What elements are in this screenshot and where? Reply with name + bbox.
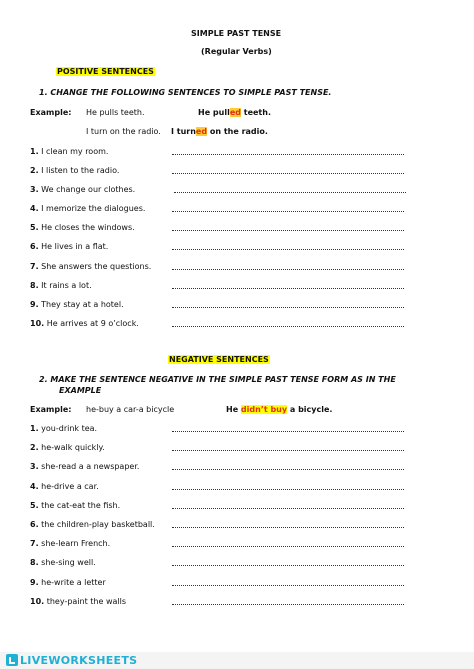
list-item — [30, 558, 96, 567]
list-item — [30, 482, 99, 491]
list-item — [30, 223, 135, 232]
item-text: He closes the windows. — [41, 223, 135, 232]
answer-line[interactable] — [172, 508, 404, 509]
answer-line[interactable] — [172, 469, 404, 470]
example1-answer-post: teeth. — [240, 108, 271, 117]
item-text: the children-play basketball. — [41, 520, 155, 529]
answer-line[interactable] — [172, 326, 404, 327]
list-item — [30, 242, 108, 251]
item-number: 10. — [30, 597, 45, 606]
item-text: he-walk quickly. — [41, 443, 105, 452]
answer-line[interactable] — [172, 154, 404, 155]
item-text: he-drive a car. — [41, 482, 99, 491]
answer-line[interactable] — [172, 230, 404, 231]
example2-answer — [171, 127, 268, 136]
section1-example-label: Example: — [30, 108, 72, 117]
answer-line[interactable] — [172, 604, 404, 605]
page-title: SIMPLE PAST TENSE — [191, 29, 282, 38]
answer-line[interactable] — [172, 489, 404, 490]
item-text: she-read a a newspaper. — [41, 462, 140, 471]
list-item — [30, 185, 135, 194]
item-text: the cat-eat the fish. — [41, 501, 121, 510]
section2-example-label: Example: — [30, 405, 72, 414]
item-text: I clean my room. — [41, 147, 109, 156]
item-number: 6. — [30, 242, 39, 251]
list-item — [30, 424, 97, 433]
answer-line[interactable] — [172, 307, 404, 308]
item-text: He arrives at 9 o’clock. — [46, 319, 139, 328]
item-text: We change our clothes. — [41, 185, 136, 194]
example1-answer-pre: He pull — [198, 108, 230, 117]
item-number: 4. — [30, 204, 39, 213]
list-item — [30, 597, 126, 606]
item-number: 9. — [30, 300, 39, 309]
item-number: 1. — [30, 424, 39, 433]
item-number: 9. — [30, 578, 39, 587]
list-item — [30, 462, 139, 471]
item-number: 8. — [30, 281, 39, 290]
example2-answer-ending: ed — [195, 127, 208, 136]
list-item — [30, 319, 139, 328]
list-item — [30, 443, 105, 452]
answer-line[interactable] — [172, 173, 404, 174]
checkmark-icon — [6, 654, 18, 666]
item-text: It rains a lot. — [41, 281, 92, 290]
brand-logo: LIVEWORKSHEETS — [20, 654, 138, 667]
answer-line[interactable] — [174, 192, 406, 193]
item-text: she-sing well. — [41, 558, 96, 567]
item-number: 2. — [30, 166, 39, 175]
item-text: I memorize the dialogues. — [41, 204, 146, 213]
section2-instruction-line2: EXAMPLE — [59, 386, 102, 395]
list-item — [30, 520, 155, 529]
example3-question: he-buy a car-a bicycle — [86, 405, 175, 414]
answer-line[interactable] — [172, 450, 404, 451]
item-text: he-write a letter — [41, 578, 106, 587]
item-number: 8. — [30, 558, 39, 567]
item-text: She answers the questions. — [41, 262, 152, 271]
list-item — [30, 578, 106, 587]
answer-line[interactable] — [172, 249, 404, 250]
list-item — [30, 300, 124, 309]
list-item — [30, 281, 92, 290]
item-number: 5. — [30, 223, 39, 232]
answer-line[interactable] — [172, 288, 404, 289]
example1-question: He pulls teeth. — [86, 108, 145, 117]
example3-answer-pre: He — [226, 405, 241, 414]
list-item — [30, 501, 120, 510]
item-number: 6. — [30, 520, 39, 529]
example2-answer-pre: I turn — [171, 127, 196, 136]
item-number: 10. — [30, 319, 45, 328]
list-item — [30, 166, 119, 175]
answer-line[interactable] — [172, 585, 404, 586]
answer-line[interactable] — [172, 269, 404, 270]
item-number: 3. — [30, 185, 39, 194]
item-text: He lives in a flat. — [41, 242, 109, 251]
item-number: 7. — [30, 539, 39, 548]
section1-instruction: 1. CHANGE THE FOLLOWING SENTENCES TO SIMPLE PAST TENSE. — [39, 88, 332, 97]
item-number: 7. — [30, 262, 39, 271]
example1-answer — [198, 108, 271, 117]
item-text: they-paint the walls — [46, 597, 127, 606]
answer-line[interactable] — [172, 546, 404, 547]
example2-question: I turn on the radio. — [86, 127, 161, 136]
example3-answer-post: a bicycle. — [287, 405, 333, 414]
example3-answer — [226, 405, 332, 414]
example2-answer-post: on the radio. — [207, 127, 268, 136]
example1-answer-ending: ed — [229, 108, 241, 117]
section1-heading: POSITIVE SENTENCES — [57, 67, 154, 76]
item-number: 1. — [30, 147, 39, 156]
item-number: 4. — [30, 482, 39, 491]
item-text: you-drink tea. — [41, 424, 98, 433]
example3-answer-negative: didn’t buy — [240, 405, 288, 414]
answer-line[interactable] — [172, 431, 404, 432]
section2-instruction-line1: 2. MAKE THE SENTENCE NEGATIVE IN THE SIMPLE PAST TENSE FORM AS IN THE — [39, 375, 396, 384]
section2-heading: NEGATIVE SENTENCES — [169, 355, 269, 364]
list-item — [30, 262, 151, 271]
item-number: 2. — [30, 443, 39, 452]
list-item — [30, 147, 108, 156]
item-number: 3. — [30, 462, 39, 471]
footer — [0, 652, 474, 669]
list-item — [30, 204, 145, 213]
answer-line[interactable] — [172, 565, 404, 566]
item-text: They stay at a hotel. — [41, 300, 124, 309]
page-subtitle: (Regular Verbs) — [201, 47, 272, 56]
item-text: I listen to the radio. — [41, 166, 120, 175]
item-number: 5. — [30, 501, 39, 510]
list-item — [30, 539, 110, 548]
answer-line[interactable] — [172, 211, 404, 212]
item-text: she-learn French. — [41, 539, 111, 548]
answer-line[interactable] — [172, 527, 404, 528]
